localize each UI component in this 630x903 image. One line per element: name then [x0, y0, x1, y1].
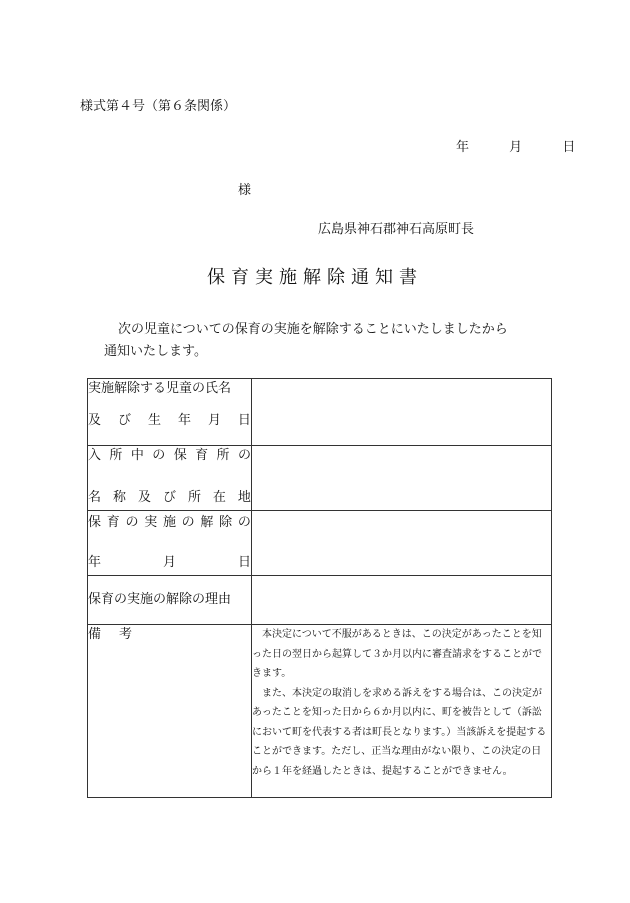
notice-table: [87, 378, 552, 798]
value-reason[interactable]: [252, 576, 552, 625]
value-nursery[interactable]: [252, 446, 552, 511]
body-line-2: 通知いたします。: [104, 344, 207, 359]
label-child-name: 実施解除する児童の氏名 及 び 生 年 月 日: [88, 379, 252, 446]
label-child-name-line1: 実施解除する児童の氏名: [88, 381, 232, 396]
form-number: 様式第４号（第６条関係）: [80, 99, 237, 114]
table-row-child-name: [88, 379, 552, 446]
sender-name: 広島県神石郡神石高原町長: [318, 222, 475, 237]
remarks-paragraph-1: 本決定について不服があるときは、この決定があったことを知った日の翌日から起算して３か月以内に審査請求をすることができます。: [252, 629, 542, 679]
label-nursery: 入 所 中 の 保 育 所 の 名 称 及 び 所 在 地: [88, 446, 252, 511]
remarks-paragraph-2: また、本決定の取消しを求める訴えをする場合は、この決定があったことを知った日から６か月以内に、町を被告として（訴訟において町を代表する者は町長となります。）当該訴えを提起することができます。ただし、正当な理由がない限り、この決定の日から１年を経過したときは、提起することができません。: [252, 687, 547, 777]
document-title: 保育実施解除通知書: [207, 267, 423, 288]
table-row-release-date: [88, 511, 552, 576]
date-line: [456, 136, 575, 155]
date-month: 月: [509, 140, 523, 155]
label-remarks: 備 考: [88, 625, 252, 798]
addressee-suffix: 様: [238, 183, 252, 198]
value-child-name[interactable]: [252, 379, 552, 446]
date-year: 年: [456, 140, 470, 155]
label-reason: 保育の実施の解除の理由: [88, 576, 252, 625]
table-row-reason: [88, 576, 552, 625]
date-day: 日: [562, 140, 576, 155]
value-release-date[interactable]: [252, 511, 552, 576]
body-line-1: 次の児童についての保育の実施を解除することにいたしましたから: [118, 322, 508, 337]
label-release-date: 保 育 の 実 施 の 解 除 の 年 月 日: [88, 511, 252, 576]
table-row-remarks: [88, 625, 552, 798]
remarks-text: [252, 625, 552, 798]
table-row-nursery: [88, 446, 552, 511]
